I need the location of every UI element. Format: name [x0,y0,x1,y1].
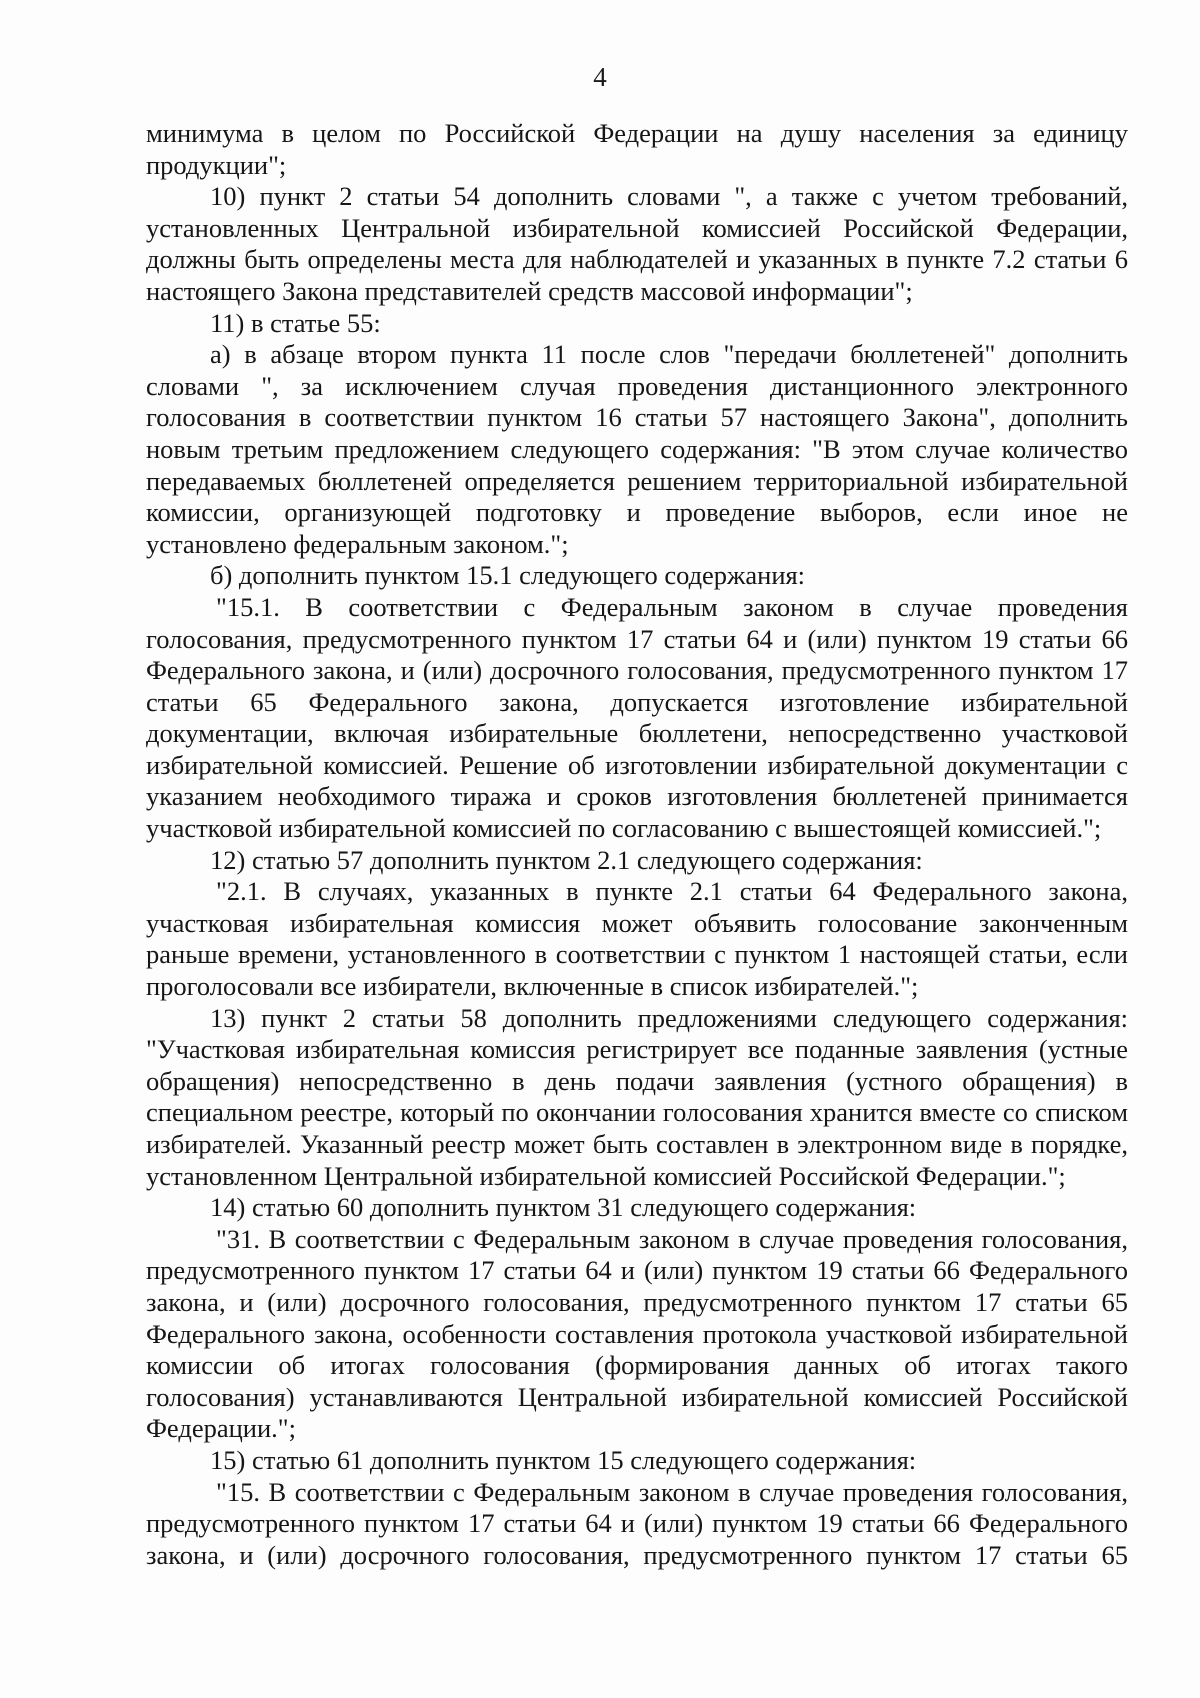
text-line: новым третьим предложением следующего содержания: "В этом случае количество [146,433,1128,464]
text-line: избирателей. Указанный реестр может быть составлен в электронном виде в порядке, [146,1129,1128,1159]
text-line: "15.1. В соответствии с Федеральным законом в случае проведения [216,591,1128,622]
text-line: 13) пункт 2 статьи 58 дополнить предложениями следующего содержания: [210,1002,1128,1033]
text-line: указанием необходимого тиража и сроков изготовления бюллетеней принимается [146,781,1128,812]
text-line: "2.1. В случаях, указанных в пункте 2.1 статьи 64 Федерального закона, [216,876,1128,907]
text-line: минимума в целом по Российской Федерации на душу населения за единицу [146,118,1128,148]
text-line: голосования в соответствии пунктом 16 статьи 57 настоящего Закона", дополнить [146,402,1128,433]
text-line: предусмотренного пунктом 17 статьи 64 и (или) пунктом 19 статьи 66 Федерального [146,1508,1128,1539]
text-line: участковая избирательная комиссия может объявить голосование законченным [146,907,1128,938]
text-line: установлено федеральным законом."; [146,528,569,559]
text-line: Федерального закона, особенности составления протокола участковой избирательной [146,1318,1128,1349]
text-line: 14) статью 60 дополнить пунктом 31 следующего содержания: [210,1192,917,1223]
text-line: словами ", за исключением случая проведения дистанционного электронного [146,370,1128,401]
text-line: б) дополнить пунктом 15.1 следующего содержания: [210,560,806,591]
text-line: установленных Центральной избирательной комиссией Российской Федерации, [146,212,1128,243]
text-line: должны быть определены места для наблюдателей и указанных в пункте 7.2 статьи 6 [146,244,1128,275]
text-line: комиссии об итогах голосования (формирования данных об итогах такого [146,1350,1128,1381]
text-line: 11) в статье 55: [210,307,381,338]
text-line: предусмотренного пунктом 17 статьи 64 и (или) пунктом 19 статьи 66 Федерального [146,1255,1128,1286]
text-line: специальном реестре, который по окончании голосования хранится вместе со списком [146,1097,1128,1128]
text-line: 10) пункт 2 статьи 54 дополнить словами ", а также с учетом требований, [210,181,1128,212]
text-line: продукции"; [146,149,287,180]
text-line: документации, включая избирательные бюллетени, непосредственно участковой [146,718,1128,749]
text-line: закона, и (или) досрочного голосования, предусмотренного пунктом 17 статьи 65 [146,1539,1128,1570]
text-line: установленном Центральной избирательной комиссией Российской Федерации."; [146,1160,1066,1191]
text-line: "31. В соответствии с Федеральным законом в случае проведения голосования, [216,1223,1128,1254]
text-line: голосования) устанавливаются Центральной избирательной комиссией Российской [146,1381,1128,1412]
text-line: комиссии, организующей подготовку и проведение выборов, если иное не [146,497,1128,528]
text-line: 15) статью 61 дополнить пунктом 15 следующего содержания: [210,1444,917,1475]
text-line: проголосовали все избиратели, включенные в список избирателей."; [146,971,919,1002]
text-line: передаваемых бюллетеней определяется решением территориальной избирательной [146,465,1128,496]
text-line: а) в абзаце втором пункта 11 после слов "передачи бюллетеней" дополнить [210,339,1128,370]
text-line: настоящего Закона представителей средств массовой информации"; [146,275,913,306]
page-number: 4 [593,62,607,92]
text-line: статьи 65 Федерального закона, допускается изготовление избирательной [146,686,1128,717]
text-line: 12) статью 57 дополнить пунктом 2.1 следующего содержания: [210,844,923,875]
text-line: "Участковая избирательная комиссия регистрирует все поданные заявления (устные [146,1034,1128,1065]
text-line: "15. В соответствии с Федеральным законом в случае проведения голосования, [216,1476,1128,1507]
document-body [146,118,1128,1571]
text-line: голосования, предусмотренного пунктом 17 статьи 64 и (или) пунктом 19 статьи 66 [146,623,1128,654]
text-line: участковой избирательной комиссией по согласованию с вышестоящей комиссией."; [146,813,1102,844]
text-line: избирательной комиссией. Решение об изготовлении избирательной документации с [146,749,1128,780]
text-line: обращения) непосредственно в день подачи заявления (устного обращения) в [146,1065,1128,1096]
text-line: раньше времени, установленного в соответствии с пунктом 1 настоящей статьи, если [146,939,1128,970]
text-line: Федерального закона, и (или) досрочного голосования, предусмотренного пунктом 17 [146,655,1128,686]
text-line: закона, и (или) досрочного голосования, предусмотренного пунктом 17 статьи 65 [146,1286,1128,1317]
text-line: Федерации."; [146,1413,296,1444]
